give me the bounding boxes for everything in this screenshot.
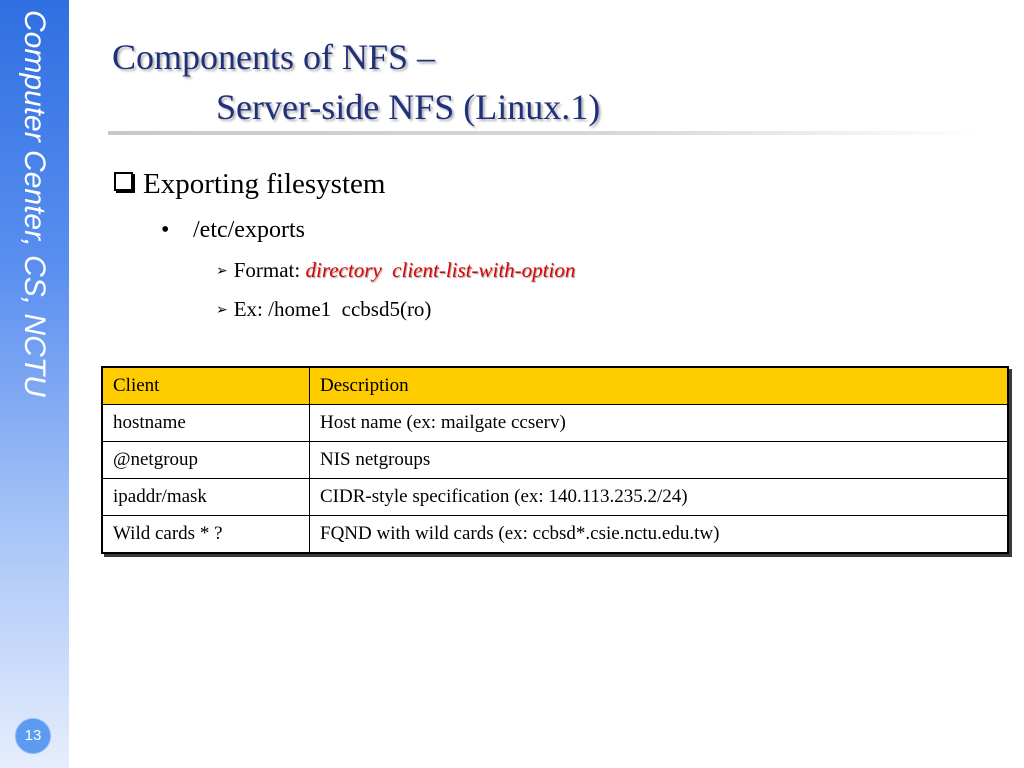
title-line-1: Components of NFS –	[112, 37, 436, 77]
example-text: Ex: /home1 ccbsd5(ro)	[233, 297, 432, 321]
arrow-bullet-icon: ➢	[216, 303, 228, 318]
bullet-level-1	[114, 164, 385, 204]
bullet-text: Exporting filesystem	[143, 168, 386, 200]
bullet-text: /etc/exports	[193, 217, 305, 243]
page-number-badge: 13	[15, 718, 51, 754]
header-cell-description: Description	[310, 367, 1009, 405]
slide-title	[112, 32, 600, 132]
table-header-row	[102, 367, 1008, 405]
table-row	[102, 405, 1008, 442]
table-cell-client: @netgroup	[102, 442, 310, 479]
table-cell-description: NIS netgroups	[310, 442, 1009, 479]
bullet-format	[216, 256, 575, 286]
table-cell-description: FQND with wild cards (ex: ccbsd*.csie.nctu.edu.tw)	[310, 516, 1009, 554]
table-row	[102, 442, 1008, 479]
format-label: Format:	[233, 258, 306, 282]
sidebar	[0, 0, 69, 768]
table-cell-description: CIDR-style specification (ex: 140.113.235.2/24)	[310, 479, 1009, 516]
arrow-bullet-icon: ➢	[216, 264, 228, 279]
table-cell-description: Host name (ex: mailgate ccserv)	[310, 405, 1009, 442]
checkbox-bullet-icon	[114, 172, 133, 191]
bullet-level-2	[161, 214, 305, 246]
sidebar-label: Computer Center, CS, NCTU	[18, 10, 51, 397]
dot-bullet-icon: •	[161, 217, 170, 243]
title-divider	[108, 131, 978, 135]
bullet-example	[216, 295, 431, 325]
table-row	[102, 516, 1008, 554]
client-table	[101, 366, 1009, 554]
table-cell-client: ipaddr/mask	[102, 479, 310, 516]
format-value: directory client-list-with-option	[305, 258, 576, 282]
table-row	[102, 479, 1008, 516]
table-cell-client: hostname	[102, 405, 310, 442]
title-line-2: Server-side NFS (Linux.1)	[216, 87, 601, 127]
table-cell-client: Wild cards * ?	[102, 516, 310, 554]
header-cell-client: Client	[102, 367, 310, 405]
